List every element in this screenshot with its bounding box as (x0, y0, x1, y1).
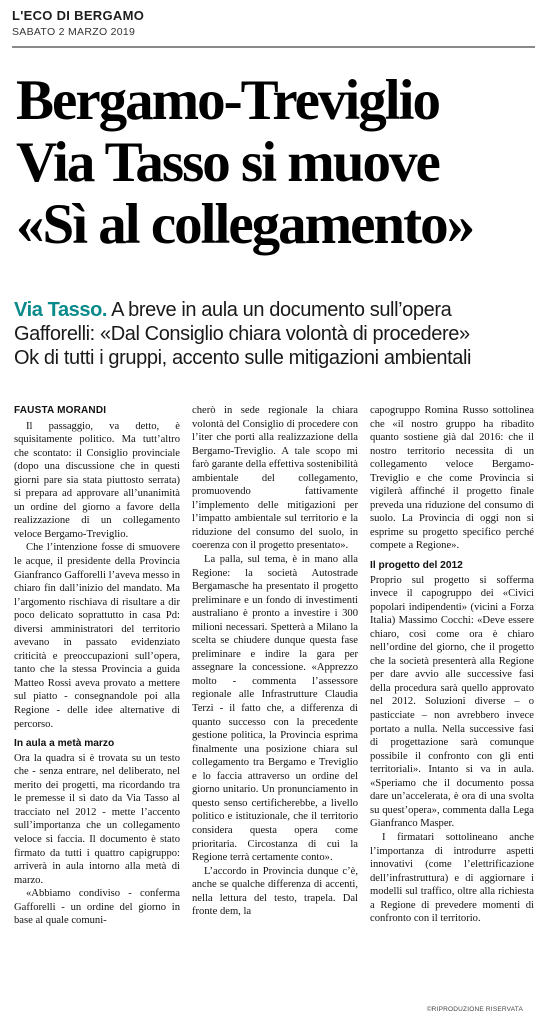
paragraph: Il passaggio, va detto, è squisitamente politico. Ma tutt’altro che scontato: il Consiglio provinciale (dopo una discussione che in questi giorni pare sia stata piuttosto serrata) si prepara ad approvare all’unanimità un ordine del giorno a favore della realizzazione di un collegamento veloce Bergamo-Treviglio. (14, 420, 180, 540)
paragraph: capogruppo Romina Russo sottolinea che «il nostro gruppo ha ribadito quanto sostiene già dal 2016: che il nostro territorio necessita di un collegamento veloce Bergamo-Treviglio e che come Provincia si vigilerà affinché il progetto finale preveda una riduzione del consumo di suolo. La Provincia di oggi non si esprime su progetto specifico perché compete a Regione». (370, 405, 534, 552)
issue-date: SABATO 2 MARZO 2019 (12, 26, 136, 38)
subhead-line-2: Gafforelli: «Dal Consiglio chiara volontà di procedere» (14, 323, 470, 345)
article-column-2 (192, 404, 358, 919)
section-heading: In aula a metà marzo (14, 738, 115, 750)
paragraph: La palla, sul tema, è in mano alla Regione: la società Autostrade Bergamasche ha presentato il progetto preliminare e un fondo di investimenti australiano è pronto a investire i 300 milioni necessari. Spetterà a Milano la scelta se chiudere dunque questa fase preliminare e indire la gara per assegnare la concessione. «Apprezzo molto - commenta l’assessore regionale alle Infrastrutture Claudia Terzi - il fatto che, a differenza di quanto successo con la precedente gestione politica, la Provincia esprima finalmente una posizione chiara sul collegamento tra Bergamo e Treviglio e lo faccia attraverso un ordine del giorno unitario. Un pronunciamento in questo senso certificherebbe, a livello politico e istituzionale, che il territorio considera questa opera come prioritaria. Circostanza di cui la Regione terrà certamente conto». (192, 554, 358, 864)
byline: FAUSTA MORANDI (14, 405, 107, 416)
subhead-line-1-text: A breve in aula un documento sull’opera (107, 299, 452, 321)
header-divider (12, 46, 535, 48)
subhead-kicker: Via Tasso. (14, 299, 108, 321)
masthead-title: L'ECO DI BERGAMO (12, 8, 145, 23)
article-column-1 (14, 404, 180, 928)
paragraph: «Abbiamo condiviso - conferma Gafforelli - un ordine del giorno in base al quale comuni- (14, 888, 180, 927)
subhead-line-1 (14, 298, 536, 322)
paragraph: Ora la quadra si è trovata su un testo che - senza entrare, nel deliberato, nel merito dei progetti, ma ricordando tra le premesse il sì dato da Via Tasso al tracciato nel 2012 - mette l’accento sull’importanza che un collegamento veloce si faccia. Il documento è stato firmato da tutti i quattro capigruppo: arriverà in aula intorno alla metà di marzo. (14, 752, 180, 886)
paragraph: L’accordo in Provincia dunque c’è, anche se qualche differenza di accenti, nella lettura del testo, trapela. Dal fronte dem, la (192, 865, 358, 918)
headline-line-1: Bergamo-Treviglio (16, 69, 439, 132)
section-heading: Il progetto del 2012 (370, 560, 463, 572)
paragraph: Proprio sul progetto si sofferma invece il capogruppo dei «Civici popolari indipendenti» (vicini a Forza Italia) Massimo Cocchi: «Deve essere chiaro, così come ora è chiaro nell’ordine del giorno, che il progetto che la società presenterà alla Regione per dare avvio alle successive fasi della procedura sarà quello approvato nel 2012. Soluzioni diverse – o pasticciate – non avrebbero invece portato a nulla. Nella successive fasi di progettazione sarà comunque possibile il confronto con gli enti territoriali». Intanto si va in aula. «Speriamo che il documento possa dare un’accelerata, è ora di una svolta su quest’opera», commenta dalla Lega Gianfranco Masper. (370, 574, 534, 830)
subheadline (14, 298, 536, 370)
copyright-note: ©RIPRODUZIONE RISERVATA (426, 1006, 523, 1013)
paragraph: I firmatari sottolineano anche l’importanza di introdurre aspetti innovativi (come l’elettrificazione dell’infrastruttura) e di aggiornare i modelli sul traffico, oltre alla richiesta a Regione di prevedere momenti di confronto con il territorio. (370, 831, 534, 925)
paragraph: Che l’intenzione fosse di smuovere le acque, il presidente della Provincia Gianfranco Gafforelli l’aveva messo in chiaro fin dall’inizio del mandato. Ma l’argomento rischiava di risultare a dir poco delicato soprattutto in casa Pd: diversi amministratori del territorio avevano in passato evidenziato criticità e preoccupazioni sull’opera, tanto che la stessa Provincia a guida Matteo Rossi aveva provato a mettere sul piatto - consegnandole poi alla Regione - delle idee alternative di percorso. (14, 542, 180, 730)
headline-line-2: Via Tasso si muove (16, 131, 439, 194)
headline-line-3: «Sì al collegamento» (16, 193, 474, 256)
subhead-line-3: Ok di tutti i gruppi, accento sulle mitigazioni ambientali (14, 347, 472, 369)
article-column-3 (370, 404, 534, 926)
paragraph: cherò in sede regionale la chiara volontà del Consiglio di procedere con l’iter che porti alla realizzazione della Bergamo-Treviglio. A tale scopo mi farò garante della effettiva sostenibilità ambientale del collegamento, promuovendo fattivamente l’implemento delle mitigazioni per l’impatto ambientale sul territorio e la riduzione del consumo del suolo, in coerenza con il progetto presentato». (192, 405, 358, 552)
headline (16, 70, 536, 256)
